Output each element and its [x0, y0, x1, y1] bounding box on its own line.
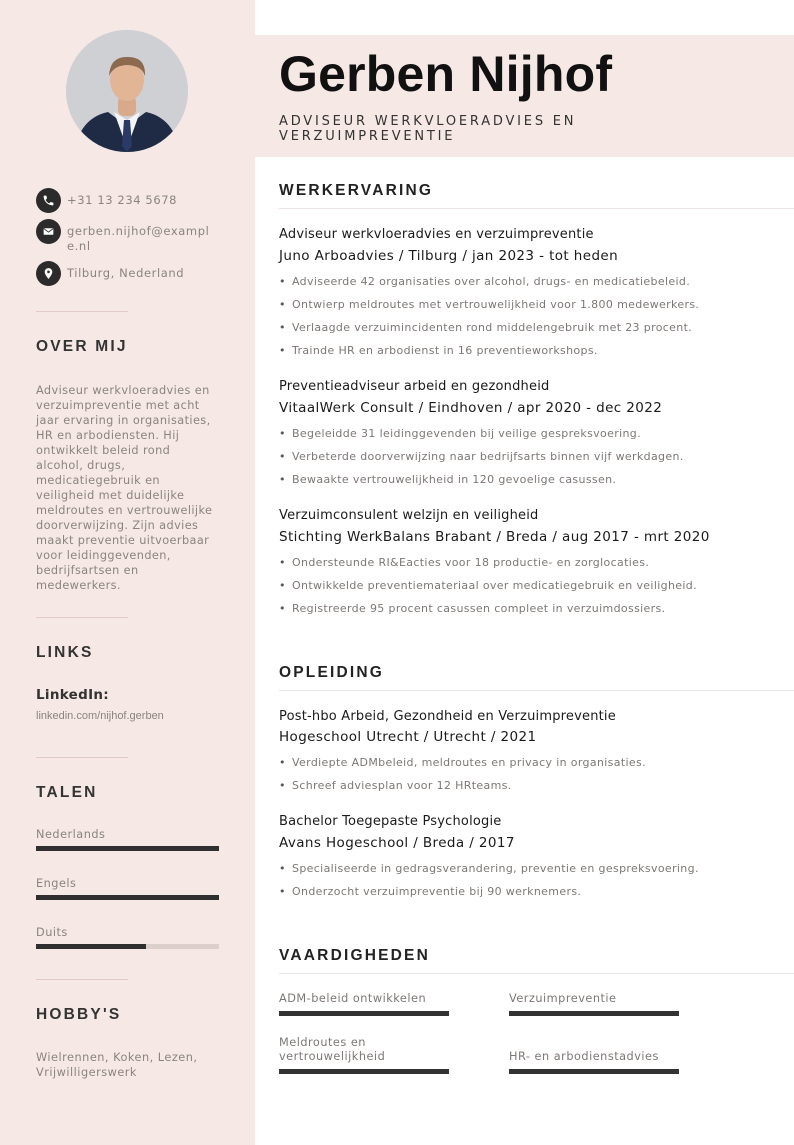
language-name: Nederlands	[36, 828, 106, 841]
job-bullet: • Bewaakte vertrouwelijkheid in 120 gevoelige casussen.	[279, 473, 616, 486]
sidebar-divider	[36, 617, 128, 618]
job-bullet: • Begeleidde 31 leidinggevenden bij veilige gespreksvoering.	[279, 427, 641, 440]
job-bullet: • Verbeterde doorverwijzing naar bedrijfsarts binnen vijf werkdagen.	[279, 450, 684, 463]
phone-icon	[36, 188, 61, 213]
contact-phone	[36, 188, 217, 213]
linkedin-label: LinkedIn:	[36, 687, 110, 703]
hobbies-text: Wielrennen, Koken, Lezen, Vrijwilligerswerk	[36, 1051, 198, 1079]
skill-level-bar	[509, 1011, 679, 1016]
education-title: Post-hbo Arbeid, Gezondheid en Verzuimpreventie	[279, 709, 616, 724]
about-text: Adviseur werkvloeradvies en verzuimpreventie met acht jaar ervaring in organisaties, HR en arbodiensten. Hij ontwikkelt beleid rond alcohol, drugs, medicatiegebruik en veiligheid met duidelijke meldroutes en vertrouwelijke doorverwijzing. Zijn advies maakt preventie uitvoerbaar voor leidinggevenden, bedrijfsartsen en medewerkers.	[36, 384, 213, 592]
job-bullet: • Ondersteunde RI&Eacties voor 18 productie- en zorglocaties.	[279, 556, 649, 569]
language-name: Duits	[36, 926, 68, 939]
job-bullet: • Registreerde 95 procent casussen compleet in verzuimdossiers.	[279, 602, 665, 615]
language-name: Engels	[36, 877, 77, 890]
language-level-fill	[36, 944, 146, 949]
education-title: Bachelor Toegepaste Psychologie	[279, 814, 502, 829]
portrait-photo	[66, 30, 188, 152]
section-divider	[279, 208, 794, 209]
skill-item	[279, 992, 449, 1016]
job-bullet: • Trainde HR en arbodienst in 16 preventieworkshops.	[279, 344, 598, 357]
job-title: Preventieadviseur arbeid en gezondheid	[279, 379, 550, 394]
email-address[interactable]: gerben.nijhof@example.nl	[67, 224, 210, 253]
phone-number: +31 13 234 5678	[67, 193, 178, 207]
job-title: Verzuimconsulent welzijn en veiligheid	[279, 508, 539, 523]
skill-item	[509, 1050, 679, 1074]
sidebar	[0, 0, 255, 1145]
map-pin-icon	[36, 261, 61, 286]
skills-heading: VAARDIGHEDEN	[279, 947, 430, 964]
contact-location	[36, 261, 217, 286]
hobbies-heading: HOBBY'S	[36, 1006, 122, 1023]
linkedin-link[interactable]: linkedin.com/nijhof.gerben	[36, 710, 164, 722]
skill-item	[509, 992, 679, 1016]
languages-heading: TALEN	[36, 784, 98, 801]
links-heading: LINKS	[36, 644, 94, 661]
language-level-bar	[36, 846, 219, 851]
skill-name: Verzuimpreventie	[509, 992, 617, 1005]
education-school: Hogeschool Utrecht / Utrecht / 2021	[279, 729, 537, 745]
education-bullet: • Onderzocht verzuimpreventie bij 90 werknemers.	[279, 885, 581, 898]
skill-level-fill	[509, 1011, 679, 1016]
job-employer: VitaalWerk Consult / Eindhoven / apr 2020 - dec 2022	[279, 400, 663, 416]
experience-heading: WERKERVARING	[279, 182, 434, 199]
job-bullet: • Adviseerde 42 organisaties over alcohol, drugs- en medicatiebeleid.	[279, 275, 690, 288]
job-bullet: • Ontwierp meldroutes met vertrouwelijkheid voor 1.800 medewerkers.	[279, 298, 699, 311]
education-school: Avans Hogeschool / Breda / 2017	[279, 835, 515, 851]
language-level-bar	[36, 944, 219, 949]
language-item	[36, 926, 219, 949]
skill-name: HR- en arbodienstadvies	[509, 1050, 659, 1063]
skill-level-bar	[279, 1069, 449, 1074]
skill-level-bar	[279, 1011, 449, 1016]
person-name: Gerben Nijhof	[279, 46, 613, 102]
section-divider	[279, 690, 794, 691]
person-role: ADVISEUR WERKVLOERADVIES EN VERZUIMPREVENTIE	[279, 114, 577, 144]
skill-level-fill	[509, 1069, 679, 1074]
language-level-bar	[36, 895, 219, 900]
job-title: Adviseur werkvloeradvies en verzuimpreventie	[279, 227, 594, 242]
skill-item	[279, 1036, 449, 1074]
job-employer: Juno Arboadvies / Tilburg / jan 2023 - tot heden	[279, 248, 619, 264]
skill-level-fill	[279, 1011, 449, 1016]
language-level-fill	[36, 846, 219, 851]
education-heading: OPLEIDING	[279, 664, 385, 681]
contact-email	[36, 219, 217, 254]
section-divider	[279, 973, 794, 974]
education-bullet: • Schreef adviesplan voor 12 HRteams.	[279, 779, 512, 792]
job-bullet: • Ontwikkelde preventiemateriaal over medicatiegebruik en veiligheid.	[279, 579, 697, 592]
envelope-icon	[36, 219, 61, 244]
sidebar-divider	[36, 757, 128, 758]
language-item	[36, 877, 219, 900]
skill-level-bar	[509, 1069, 679, 1074]
header-banner	[255, 35, 794, 157]
avatar	[66, 30, 188, 152]
education-bullet: • Specialiseerde in gedragsverandering, preventie en gespreksvoering.	[279, 862, 699, 875]
sidebar-divider	[36, 311, 128, 312]
skill-name: ADM-beleid ontwikkelen	[279, 992, 427, 1005]
language-level-fill	[36, 895, 219, 900]
sidebar-divider	[36, 979, 128, 980]
job-employer: Stichting WerkBalans Brabant / Breda / aug 2017 - mrt 2020	[279, 529, 710, 545]
skill-name: Meldroutes en vertrouwelijkheid	[279, 1036, 386, 1063]
skill-level-fill	[279, 1069, 449, 1074]
education-bullet: • Verdiepte ADMbeleid, meldroutes en privacy in organisaties.	[279, 756, 646, 769]
language-item	[36, 828, 219, 851]
location-text: Tilburg, Nederland	[67, 266, 185, 280]
about-heading: OVER MIJ	[36, 338, 128, 355]
job-bullet: • Verlaagde verzuimincidenten rond middelengebruik met 23 procent.	[279, 321, 692, 334]
